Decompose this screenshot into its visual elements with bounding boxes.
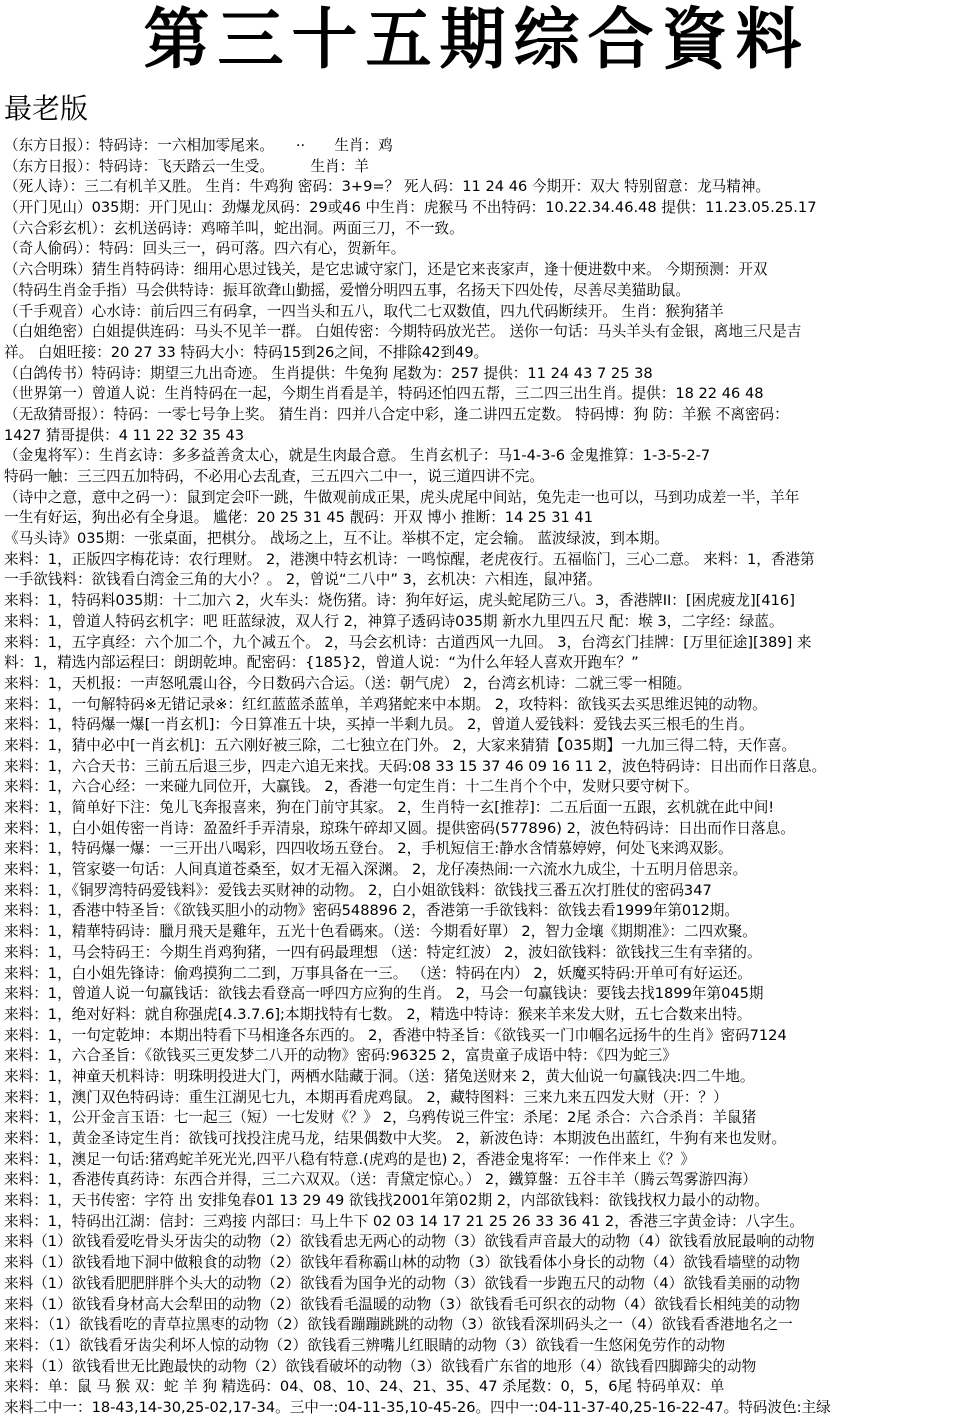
text-line: 1427 猜哥提供：4 11 22 32 35 43 bbox=[4, 426, 245, 444]
text-line: 来料：（1）欲钱看吃的青草拉黑枣的动物（2）欲钱看蹦蹦跳跳的动物（3）欲钱看深圳码头之一（4）欲钱看香港地名之一 bbox=[4, 1316, 793, 1334]
text-line: 祥。 白姐旺接：20 27 33 特码大小：特码15到26之间，不排除42到49。 bbox=[4, 343, 489, 361]
text-line: 来料：1，澳门双色特码诗：重生江湖见七九，本期再看虎鸡鼠。 2，藏特图料：三来九来五四发大财（开：？） bbox=[4, 1088, 728, 1106]
text-line: 来料：1，一句定乾坤：本期出特看下马相逢各东西的。 2，香港中特圣旨：《欲钱买一门巾帼名远扬牛的生肖》密码7124 bbox=[4, 1026, 787, 1044]
text-line: 来料：1，神童天机料诗：明珠明投进大门，两栖水陆藏于洞。（送：猪兔送财来 2，黄大仙说一句赢钱决:四二牛地。 bbox=[4, 1067, 755, 1085]
text-line: 来料：1，白小姐先锋诗：偷鸡摸狗二二到，万事具备在一三。 （送：特码在内） 2，妖魔买特码:开单可有好运还。 bbox=[4, 964, 752, 982]
text-line: （开门见山）035期：开门见山：劲爆龙凤码：29或46 中生肖：虎猴马 不出特码：10.22.34.46.48 提供：11.23.05.25.17 bbox=[4, 199, 817, 217]
text-line: 来料：1，绝对好料：就自称强虎[4.3.7.6];本期找特有七数。 2，精选中特诗：猴来羊来发大财，五七合数来出特。 bbox=[4, 1005, 752, 1023]
text-line: 来料：1，五字真经：六个加二个，九个减五个。 2，马会玄机诗：古道西风一九回。 3，台湾玄门挂牌：[万里征途][389] 来 bbox=[4, 633, 812, 651]
text-line: 来料：1，澳足一句话:猪鸡蛇羊死光光,四平八稳有特意.(虎鸡的是也) 2，香港金鬼将军：一作伴来上《？》 bbox=[4, 1150, 695, 1168]
text-line: 来料：1，黄金圣诗定生肖：欲钱可找投注虎马龙，结果偶数中大奖。 2，新波色诗：本期波色出蓝红，牛狗有来也发财。 bbox=[4, 1130, 787, 1147]
text-line: 来料：1，特码爆一爆[一肖玄机]：今日算准五十块，买掉一半剩九员。 2，曾道人爱钱料：爱钱去买三根毛的生肖。 bbox=[4, 716, 754, 734]
text-line: 来料：1，管家婆一句话：人间真道苍桑至，奴才无福入深渊。 2，龙仔凑热闹:一六流水九成尘，十五明月倍思亲。 bbox=[4, 861, 748, 879]
text-line: 来料：1，天机报：一声怒吼震山谷，今日数码六合运。（送：朝气虎） 2，台湾玄机诗：二就三零一相随。 bbox=[4, 674, 692, 692]
text-line: （白姐绝密）白姐提供连码：马头不见羊一群。 白姐传密：今期特码放光芒。 送你一句话：马头羊头有金银，离地三尺是吉 bbox=[4, 323, 802, 341]
text-line: 来料：1，马会特码王：今期生肖鸡狗猪，一四有码最理想 （送：特定红波） 2，波妇欲钱料：欲钱找三生有幸猪的。 bbox=[4, 943, 762, 961]
text-line: 来料：1，一句解特码※无错记录※：红红蓝蓝杀蓝单，羊鸡猪蛇来中本期。 2，攻特料：欲钱买去买思维迟钝的动物。 bbox=[4, 695, 767, 713]
content-lines bbox=[4, 136, 949, 1419]
text-line: （东方日报）：特码诗：一六相加零尾来。 ·· 生肖：鸡 bbox=[4, 137, 393, 154]
text-line: 来料：1，猜中必中[一肖玄机]：五六刚好被三除，二七独立在门外。 2，大家来猜猜【035期】一九加三得二特，天作喜。 bbox=[4, 736, 797, 754]
text-line: （六合彩玄机）：玄机送码诗：鸡啼羊叫，蛇出洞。两面三刀，不一致。 bbox=[4, 219, 464, 237]
text-line: 来料：1，正版四字梅花诗：农行理财。 2，港澳中特玄机诗：一鸣惊醒，老虎夜行。五福临门，三心二意。 来料：1，香港第 bbox=[4, 550, 815, 568]
text-line: 来料：1，简单好下注：兔儿飞奔报喜来，狗在门前守其家。 2，生肖特一玄[推荐]：二五后面一五跟，玄机就在此中间! bbox=[4, 799, 775, 816]
text-line: （六合明珠）猜生肖特码诗：细用心思过钱关，是它忠诚守家门，还是它来丧家声，逢十便进数中来。 今期预测：开双 bbox=[4, 261, 768, 279]
text-line: 来料：1，白小姐传密一肖诗：盈盈纤手弄清泉，琼珠午碎却又圆。提供密码(577896) 2，波色特码诗：日出而作日落息。 bbox=[4, 819, 795, 837]
text-line: 来料：1，特码爆一爆：一三开出八喝彩，四四收场五登台。 2，手机短信王:静水含情慕婷婷，何处飞来鸿双影。 bbox=[4, 840, 733, 858]
text-line: 来料：1，六合圣旨：《欲钱买三更发梦二八开的动物》密码:96325 2，富贵童子成语中特：《四为蛇三》 bbox=[4, 1047, 677, 1065]
text-line: 来料：1，曾道人说一句赢钱话：欲钱去看登高一呼四方应狗的生肖。 2，马会一句赢钱诀：要钱去找1899年第045期 bbox=[4, 985, 764, 1003]
text-line: 来料：（1）欲钱看牙齿尖利坏人惊的动物（2）欲钱看三辨嘴儿红眼睛的动物（3）欲钱看一生悠闲免劳作的动物 bbox=[4, 1336, 726, 1354]
text-line: 来料：1，香港中特圣旨：《欲钱买胆小的动物》密码548896 2，香港第一手欲钱料：欲钱去看1999年第012期。 bbox=[4, 902, 739, 920]
text-line: （东方日报）：特码诗：飞天踏云一生受。 生肖：羊 bbox=[4, 157, 369, 175]
text-line: 来料：单：鼠 马 猴 双：蛇 羊 狗 精选码：04、08、10、24、21、35、47 杀尾数：0，5，6尾 特码单双：单 bbox=[4, 1378, 725, 1396]
text-line: 一生有好运，狗出必有全身退。 尴佬：20 25 31 45 靓码：开双 博小 推断：14 25 31 41 bbox=[4, 509, 593, 527]
text-line: （特码生肖金手指）马会供特诗：振耳欲聋山勤摇，爱憎分明四五事，名扬天下四处传，尽善尽美猫助鼠。 bbox=[4, 281, 690, 299]
text-line: （死人诗）：三二有机羊又胜。 生肖：牛鸡狗 密码：3+9=？ 死人码：11 24 46 今期开：双大 特别留意：龙马精神。 bbox=[4, 178, 771, 196]
text-line: （世界第一）曾道人说：生肖特码在一起，今期生肖看是羊，特码还怕四五帮，三二四三出生肖。提供：18 22 46 48 bbox=[4, 385, 764, 403]
text-line: 料：1，精选内部运程曰：朗朗乾坤。配密码：{185}2，曾道人说：“为什么年轻人喜欢开跑车？” bbox=[4, 654, 639, 672]
page-title: 第三十五期综合資料 bbox=[143, 0, 810, 78]
text-line: （无敌猜哥报）：特码：一零七号争上奖。 猜生肖：四并八合定中彩，逢二讲四五定数。 特码博：狗 防：羊猴 不离密码： bbox=[4, 405, 789, 423]
text-line: 来料（1）欲钱看身材高大会犁田的动物（2）欲钱看毛温暖的动物（3）欲钱看毛可织衣的动物（4）欲钱看长相纯美的动物 bbox=[4, 1295, 801, 1313]
text-line: 来料：1，公开金言玉语：七一起三（短）一七发财《？》 2，乌鸦传说三件宝：杀尾：2尾 杀合：六合杀肖：羊鼠猪 bbox=[4, 1109, 757, 1127]
text-line: （诗中之意，意中之码一）：鼠到定会吓一跳，牛做观前成正果，虎头虎尾中间站，兔先走一也可以，马到功成差一半，羊年 bbox=[4, 488, 800, 506]
text-line: 来料（1）欲钱看爱吃骨头牙齿尖的动物（2）欲钱看忠无两心的动物（3）欲钱看声音最大的动物（4）欲钱看放屁最响的动物 bbox=[4, 1233, 815, 1251]
text-line: 来料：1，六合天书：三前五后退三步，四走六追无来找。天码:08 33 15 37 46 09 16 11 2，波色特码诗：日出而作日落息。 bbox=[4, 757, 827, 775]
text-line: （千手观音）心水诗：前后四三有码拿，一四当头和五八，取代二七双数值，四九代码断续开。 生肖：猴狗猪羊 bbox=[4, 302, 724, 320]
text-line: 来料：1，天书传密：字符 出 安排兔春01 13 29 49 欲钱找2001年第02期 2，内部欲钱料：欲钱找权力最小的动物。 bbox=[4, 1192, 769, 1210]
text-line: 来料：1，特码出江湖：信封：三鸡接 内部曰：马上牛下 02 03 14 17 21 25 26 33 36 41 2，香港三字黄金诗：八字生。 bbox=[4, 1212, 804, 1230]
text-line: 《马头诗》035期：一张桌面，把棋分。 战场之上，互不让。举棋不定，定会输。 蓝波绿波，到本期。 bbox=[4, 530, 669, 548]
text-line: 来料：1，六合心经：一来碰九同位开，大赢钱。 2，香港一句定生肖：十二生肖个个中，发财只要守树下。 bbox=[4, 778, 699, 796]
text-line: （奇人偷码）：特码：回头三一，码可落。四六有心，贺新年。 bbox=[4, 240, 406, 258]
text-line: 特码一触：三三四五加特码，不必用心去乱查，三五四六二中一，说三道四讲不完。 bbox=[4, 468, 544, 485]
text-line: 来料二中一：18-43,14-30,25-02,17-34。三中一:04-11-35,10-45-26。四中一:04-11-37-40,25-16-22-47。特码波色:主绿 bbox=[4, 1398, 831, 1416]
text-line: 来料：1，曾道人特码玄机字：吧 旺蓝绿波，双人行 2，神算子透码诗035期 新水九里四五尺 配：堠 3，二字经：绿蓝。 bbox=[4, 612, 784, 630]
text-line: 来料：1，特码料035期：十二加六 2，火车头：烧伤猪。诗：狗年好运，虎头蛇尾防三八。3，香港牌II：[困虎疲龙][416] bbox=[4, 592, 795, 610]
text-line: （金鬼将军）：生肖玄诗：多多益善贪太心，就是生肉最合意。 生肖玄机子：马1-4-3-6 金鬼推算：1-3-5-2-7 bbox=[4, 447, 711, 465]
text-line: （白鸽传书）特码诗：期望三九出奇迹。 生肖提供：牛兔狗 尾数为：257 提供：11 24 43 7 25 38 bbox=[4, 364, 653, 382]
text-line: 来料：1，《铜罗湾特码爱钱料》：爱钱去买财神的动物。 2，白小姐欲钱料：欲钱找三番五次打胜仗的密码347 bbox=[4, 881, 712, 899]
text-line: 来料：1，精華特码诗：臘月飛天是雞年，五光十色看碼來。（送：今期看好單） 2，智力金壤《期期准》：二四欢聚。 bbox=[4, 923, 757, 941]
text-line: 来料（1）欲钱看肥肥胖胖个头大的动物（2）欲钱看为国争光的动物（3）欲钱看一步跑五尺的动物（4）欲钱看美丽的动物 bbox=[4, 1274, 801, 1292]
text-line: 来料（1）欲钱看地下洞中做粮食的动物（2）欲钱年看称霸山林的动物（3）欲钱看体小身长的动物（4）欲钱看墙壁的动物 bbox=[4, 1254, 801, 1272]
text-line: 一手欲钱料：欲钱看白湾金三角的大小？。 2，曾说“二八中” 3，玄机决：六相连，鼠冲猪。 bbox=[4, 571, 602, 589]
text-line: 来料（1）欲钱看世无比跑最快的动物（2）欲钱看破坏的动物（3）欲钱看广东省的地形（4）欲钱看四脚蹄尖的动物 bbox=[4, 1357, 757, 1375]
text-line: 来料：1，香港传真药诗：东西合并得，三二六双双。（送：青黛定惊心。） 2，鐵算盤：五谷丰羊（腾云驾雾游四海） bbox=[4, 1171, 757, 1189]
edition-label: 最老版 bbox=[4, 92, 89, 125]
